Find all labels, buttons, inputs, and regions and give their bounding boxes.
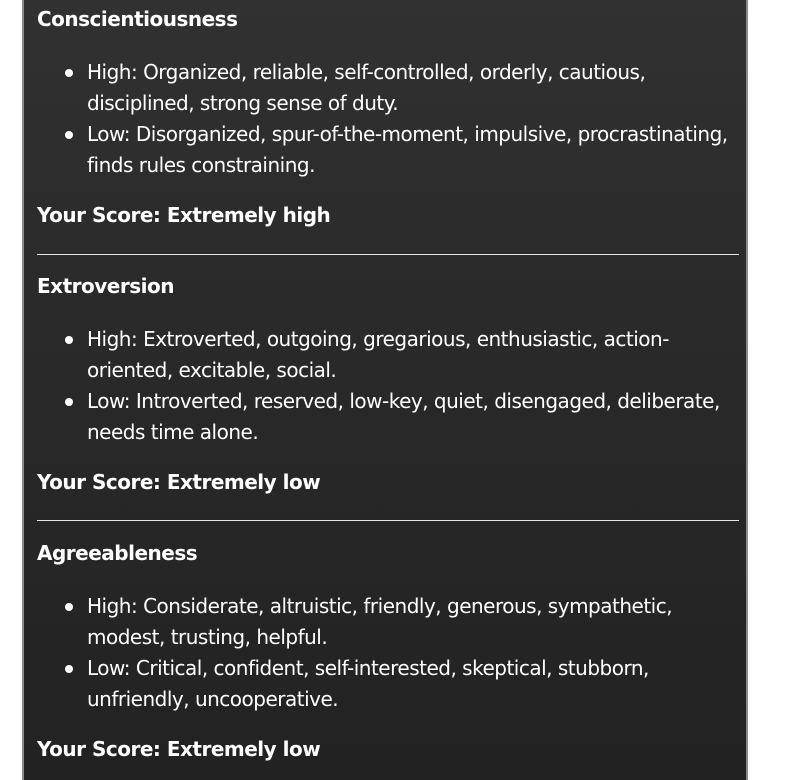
trait-list — [37, 57, 740, 181]
section-divider — [37, 254, 739, 255]
score-text: Your Score: Extremely low — [37, 470, 321, 494]
section-divider — [37, 520, 739, 521]
trait-list — [37, 591, 740, 715]
section-title: Agreeableness — [37, 541, 198, 565]
trait-high: High: Extroverted, outgoing, gregarious, enthusiastic, action-oriented, excitable, social. — [87, 324, 740, 386]
section-title: Conscientiousness — [37, 7, 238, 31]
section-title: Extroversion — [37, 274, 174, 298]
score-text: Your Score: Extremely low — [37, 737, 321, 761]
trait-high: High: Organized, reliable, self-controlled, orderly, cautious, disciplined, strong sense of duty. — [87, 57, 740, 119]
trait-low: Low: Critical, confident, self-interested, skeptical, stubborn, unfriendly, uncooperative. — [87, 653, 740, 715]
section-conscientiousness — [37, 5, 740, 229]
section-extroversion — [37, 272, 740, 496]
trait-low: Low: Introverted, reserved, low-key, quiet, disengaged, deliberate, needs time alone. — [87, 386, 740, 448]
section-agreeableness — [37, 539, 740, 763]
score-text: Your Score: Extremely high — [37, 203, 331, 227]
trait-low: Low: Disorganized, spur-of-the-moment, impulsive, procrastinating, finds rules constraining. — [87, 119, 740, 181]
trait-high: High: Considerate, altruistic, friendly, generous, sympathetic, modest, trusting, helpful. — [87, 591, 740, 653]
trait-list — [37, 324, 740, 448]
results-panel — [22, 0, 748, 780]
